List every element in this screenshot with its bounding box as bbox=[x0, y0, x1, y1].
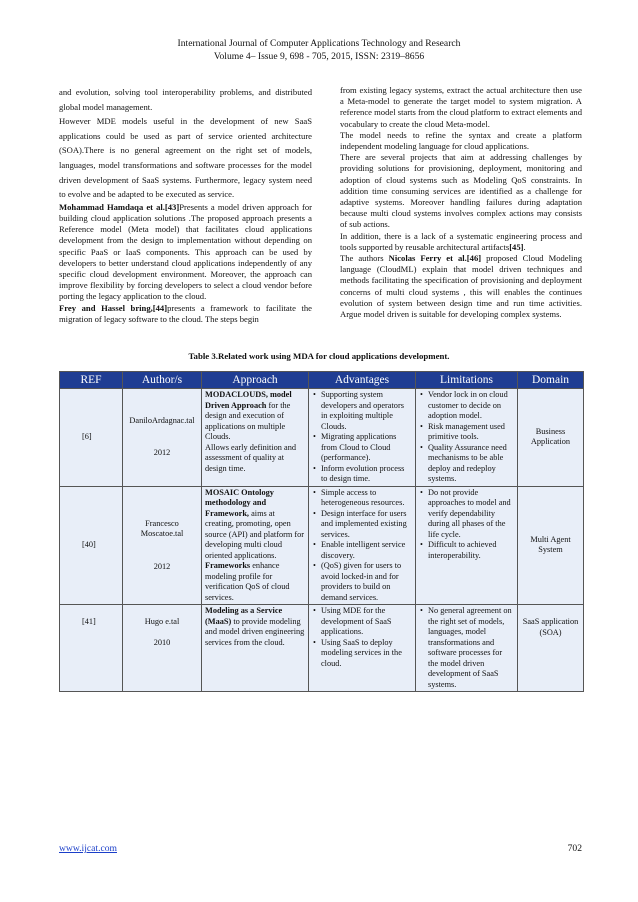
author-name: Hugo e.tal bbox=[144, 617, 180, 626]
journal-website-link[interactable]: www.ijcat.com bbox=[59, 843, 117, 854]
list-item: • Enable intelligent service discovery. bbox=[312, 540, 412, 561]
right-paragraph-4: In addition, there is a lack of a systematic engineering process and tools supported by reusable architectural artifacts[45]. bbox=[340, 230, 582, 252]
author-year: 2012 bbox=[153, 561, 171, 571]
ref-cell: [6] bbox=[60, 389, 123, 487]
header-approach: Approach bbox=[202, 372, 309, 389]
limitations-cell bbox=[416, 389, 518, 487]
right-paragraph-2: The model needs to refine the syntax and create a platform independent modeling language for cloud applications. bbox=[340, 129, 582, 152]
approach-cell: Modeling as a Service (MaaS) to provide modeling and model driven engineering services from the cloud. bbox=[202, 605, 309, 692]
table-row bbox=[60, 389, 584, 487]
left-column bbox=[59, 85, 312, 325]
ref-cell: [41] bbox=[60, 605, 123, 692]
journal-header bbox=[0, 37, 638, 63]
left-paragraph-4: Frey and Hassel bring,[44]presents a framework to facilitate the migration of legacy software to the cloud. The steps begin bbox=[59, 302, 312, 324]
domain-cell: Business Application bbox=[518, 389, 584, 487]
limitations-cell bbox=[416, 486, 518, 605]
author-cell bbox=[123, 486, 202, 605]
right-paragraph-5: The authors Nicolas Ferry et al.[46] proposed Cloud Modeling language (CloudML) explain that model driven techniques and methods facilitating the specification of provisioning and deployment concerns of multi cloud systems , this will enables the continues evolution of system between design time and run time activities. Argue model driven is suitable for developing complex systems. bbox=[340, 253, 582, 320]
left-paragraph-3: Mohammad Hamdaqa et al.[43]Presents a model driven approach for building cloud application solutions .The proposed approach presents a Reference model (Meta model) that facilitates cloud applications development from the design to implementation without depending on specific PaaS or IaaS components. This approach can be used by developers to better understand cloud applications independently of any specific cloud development environment. Moreover, the approach can improve flexibility by forcing developers to select a cloud vendor before porting the legacy application to the cloud. bbox=[59, 201, 312, 302]
author-name: Francesco Moscatoe.tal bbox=[140, 518, 184, 538]
list-item: • Design interface for users and implemented existing services. bbox=[312, 509, 412, 541]
advantages-cell bbox=[309, 605, 416, 692]
limitations-cell bbox=[416, 605, 518, 692]
approach-cell: MODACLOUDS, model Driven Approach for the design and execution of applications on multiple Clouds. Allows early definition and assessment of quality at design time. bbox=[202, 389, 309, 487]
list-item: • Risk management used primitive tools. bbox=[419, 422, 514, 443]
page-number: 702 bbox=[567, 843, 582, 854]
right-paragraph-1: from existing legacy systems, extract the actual architecture then use a Meta-model to generate the target model to system migration. A reference model starts from the cloud platform to extract elements and vocabulary to create the cloud Meta-model. bbox=[340, 85, 582, 129]
author-year: 2012 bbox=[153, 448, 171, 458]
list-item: • (QoS) given for users to avoid locked-in and for providers to build on demand services. bbox=[312, 561, 412, 603]
list-item: • Do not provide approaches to model and verify dependability during all phases of the life cycle. bbox=[419, 488, 514, 541]
list-item: • Vendor lock in on cloud customer to decide on adoption model. bbox=[419, 390, 514, 422]
header-domain: Domain bbox=[518, 372, 584, 389]
author-hamdaqa: Mohammad Hamdaqa et al.[43] bbox=[59, 201, 180, 212]
list-item: • Inform evolution process to design time. bbox=[312, 464, 412, 485]
author-ferry: Nicolas Ferry et al.[46] bbox=[388, 253, 482, 264]
right-column bbox=[340, 85, 582, 320]
domain-cell: Multi Agent System bbox=[518, 486, 584, 605]
author-name: DaniloArdagnac.tal bbox=[129, 415, 195, 425]
author-cell bbox=[123, 389, 202, 487]
ref-cell: [40] bbox=[60, 486, 123, 605]
list-item: • Difficult to achieved interoperability. bbox=[419, 540, 514, 561]
list-item: • Supporting system developers and operators in exploiting multiple Clouds. bbox=[312, 390, 412, 432]
advantages-cell bbox=[309, 486, 416, 605]
header-advantages: Advantages bbox=[309, 372, 416, 389]
author-frey: Frey and Hassel bring,[44] bbox=[59, 302, 168, 313]
left-paragraph-2: However MDE models useful in the development of new SaaS applications could be used as part of service oriented architecture (SOA).There is no general agreement on the right set of models, languages, model transformations and software processes for the model driven development of SaaS systems. Furthermore, legacy system need to evolve and be adapted to be executed as service. bbox=[59, 116, 312, 200]
left-paragraph-1: and evolution, solving tool interoperability problems, and distributed global model management. bbox=[59, 87, 312, 112]
author-year: 2010 bbox=[153, 637, 171, 647]
journal-title: International Journal of Computer Applications Technology and Research bbox=[177, 38, 461, 49]
header-limitations: Limitations bbox=[416, 372, 518, 389]
advantages-cell bbox=[309, 389, 416, 487]
domain-cell: SaaS application (SOA) bbox=[518, 605, 584, 692]
list-item: • No general agreement on the right set of models, languages, model transformations and software processes for the model driven development of SaaS systems. bbox=[419, 606, 514, 690]
table-row bbox=[60, 486, 584, 605]
header-authors: Author/s bbox=[123, 372, 202, 389]
journal-volume: Volume 4– Issue 9, 698 - 705, 2015, ISSN: 2319–8656 bbox=[213, 51, 425, 62]
list-item: • Using SaaS to deploy modeling services in the cloud. bbox=[312, 638, 412, 670]
table-header-row bbox=[60, 372, 584, 389]
table-row bbox=[60, 605, 584, 692]
approach-cell: MOSAIC Ontology methodology and Framework, aims at creating, promoting, open source (API) and platform for developing multi cloud oriented applications. Frameworks enhance modeling profile for verification QoS of cloud services. bbox=[202, 486, 309, 605]
table-caption: Table 3.Related work using MDA for cloud applications development. bbox=[188, 351, 450, 361]
related-work-table bbox=[59, 371, 584, 692]
list-item: • Quality Assurance need mechanisms to be able deploy and redeploy systems. bbox=[419, 443, 514, 485]
list-item: • Simple access to heterogeneous resources. bbox=[312, 488, 412, 509]
list-item: • Migrating applications from Cloud to Cloud (performance). bbox=[312, 432, 412, 464]
header-ref: REF bbox=[60, 372, 123, 389]
author-cell bbox=[123, 605, 202, 692]
list-item: • Using MDE for the development of SaaS applications. bbox=[312, 606, 412, 638]
right-paragraph-3: There are several projects that aim at addressing challenges by providing solutions for provisioning, deployment, monitoring and adoption of cloud systems such as Modeling QoS constraints. In addition time consuming services are identified as a challenge for adaptive systems. Moreover handling failures during adaptation because multi cloud systems involves complex actions may consists of sub actions. bbox=[340, 152, 582, 230]
